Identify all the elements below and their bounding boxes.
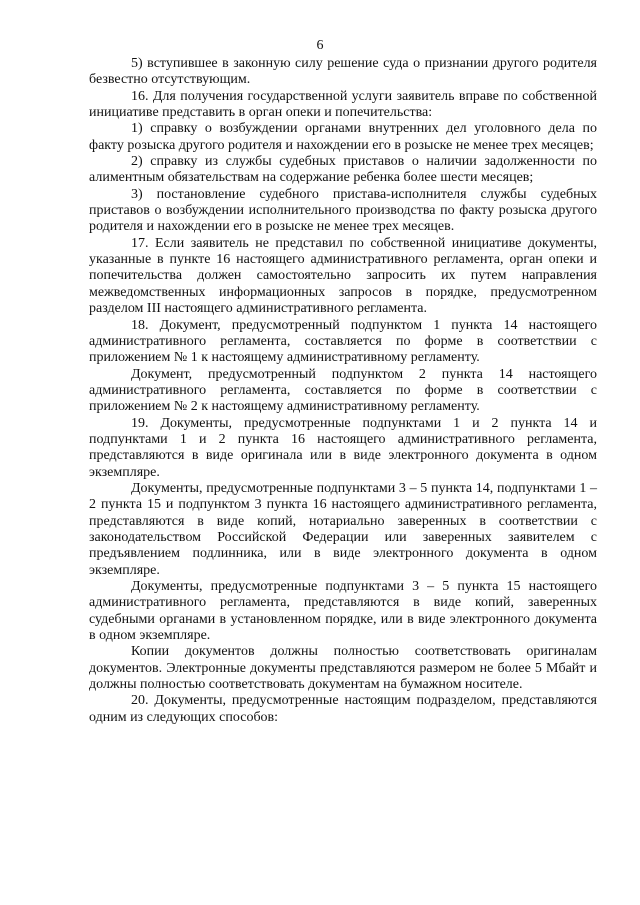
document-body [89, 56, 597, 726]
paragraph-20: 20. Документы, предусмотренные настоящим подразделом, представляются одним из следующих способов: [89, 693, 597, 725]
paragraph-19-copies: Документы, предусмотренные подпунктами 3 – 5 пункта 14, подпунктами 1 – 2 пункта 15 и подпунктом 3 пункта 16 настоящего административного регламента, представляются в виде копий, нотариально заверенных в соответствии с законодательством Российской Федерации или заверенных заявителем с предъявлением подлинника, или в виде электронного документа в одном экземпляре. [89, 480, 597, 578]
paragraph-19: 19. Документы, предусмотренные подпунктами 1 и 2 пункта 14 и подпунктами 1 и 2 пункта 16 настоящего административного регламента, представляются в виде оригинала или в виде электронного документа в одном экземпляре. [89, 415, 597, 480]
paragraph-16-intro: 16. Для получения государственной услуги заявитель вправе по собственной инициативе представить в орган опеки и попечительства: [89, 88, 597, 121]
paragraph-19-court-copies: Документы, предусмотренные подпунктами 3 – 5 пункта 15 настоящего административного регламента, представляются в виде копий, заверенных судебными органами в установленном порядке, или в виде электронного документа в одном экземпляре. [89, 579, 597, 644]
paragraph-5-court-decision: 5) вступившее в законную силу решение суда о признании другого родителя безвестно отсутствующим. [89, 56, 597, 88]
paragraph-18: 18. Документ, предусмотренный подпунктом 1 пункта 14 настоящего административного регламента, составляется по форме в соответствии с приложением № 1 к настоящему административному регламенту. [89, 317, 597, 366]
page-number: 6 [316, 38, 324, 53]
paragraph-copies-requirements: Копии документов должны полностью соответствовать оригиналам документов. Электронные документы представляются размером не более 5 Мбайт и должны полностью соответствовать документам на бумажном носителе. [89, 644, 597, 693]
paragraph-16-item-3: 3) постановление судебного пристава-исполнителя службы судебных приставов о возбуждении исполнительного производства по факту розыска другого родителя и нахождении его в розыске не менее трех месяцев. [89, 186, 597, 235]
paragraph-16-item-1: 1) справку о возбуждении органами внутренних дел уголовного дела по факту розыска другого родителя и нахождении его в розыске не менее трех месяцев; [89, 121, 597, 153]
paragraph-18-second: Документ, предусмотренный подпунктом 2 пункта 14 настоящего административного регламента, составляется по форме в соответствии с приложением № 2 к настоящему административному регламенту. [89, 366, 597, 415]
paragraph-17: 17. Если заявитель не представил по собственной инициативе документы, указанные в пункте 16 настоящего административного регламента, орган опеки и попечительства должен самостоятельно запросить их путем направления межведомственных информационных запросов в порядке, предусмотренном разделом III настоящего административного регламента. [89, 235, 597, 317]
paragraph-16-item-2: 2) справку из службы судебных приставов о наличии задолженности по алиментным обязательствам на содержание ребенка более шести месяцев; [89, 154, 597, 186]
